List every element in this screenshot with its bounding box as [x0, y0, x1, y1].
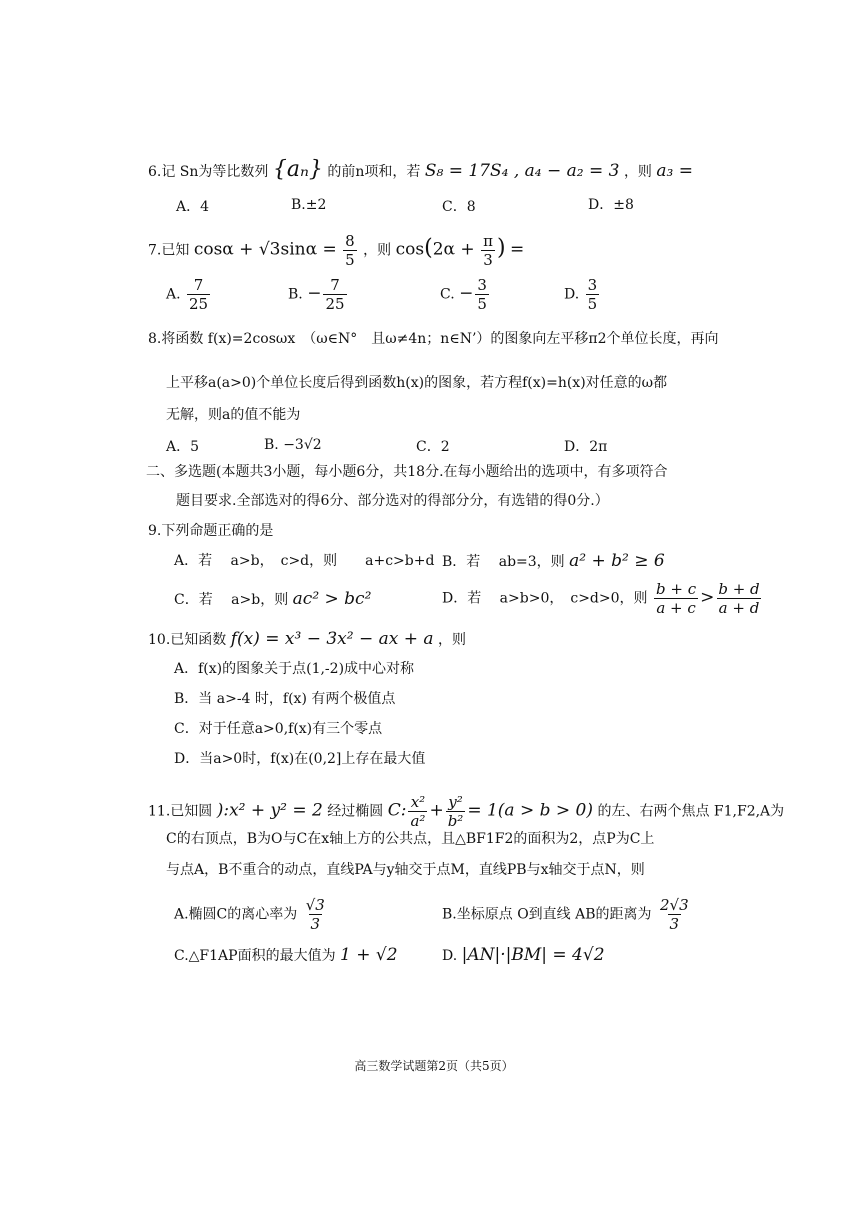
page-footer: 高三数学试题第2页（共5页） — [354, 1059, 514, 1073]
q6-ask: a₃ = — [656, 161, 693, 181]
q9-option-b: B．若 ab=3，则 a² + b² ≥ 6 — [442, 551, 665, 571]
question-11-stem: 11.已知圆 ):x² + y² = 2 经过椭圆 C: $\frac{\text{x²}}{\text{a²}}$ + $\frac{\text{y²}}{\text{b²}}$ = 1(a > b > 0) 的左、右两个焦点 F1,F2,A为 — [148, 793, 785, 830]
section-2-instructions: 题目要求.全部选对的得6分、部分选对的得部分分，有选错的得0分.） — [176, 493, 609, 509]
q10-option-a: A．f(x)的图象关于点(1,-2)成中心对称 — [174, 661, 415, 677]
question-7-stem: 7.已知 cosα + √3sinα = $\frac{8}{5}$ ，则 cos(2α + $\frac{\pi}{3}$ ) = — [148, 232, 525, 269]
section-2-heading: 二、多选题(本题共3小题，每小题6分，共18分.在每小题给出的选项中，有多项符合 — [146, 464, 668, 480]
question-8-line-3: 无解，则a的值不能为 — [166, 407, 301, 423]
q11-option-b: B.坐标原点 O到直线 AB的距离为 $\frac{2√3}{3}$ — [442, 896, 689, 933]
q11-circle-equation: ):x² + y² = 2 — [216, 800, 323, 821]
q7-option-a: A. $\frac{7}{25}$ — [166, 276, 209, 313]
q8-option-d: D．2π — [564, 439, 608, 455]
q10-option-c: C．对于任意a>0,f(x)有三个零点 — [174, 721, 383, 737]
q10-function: f(x) = x³ − 3x² − ax + a — [230, 629, 434, 649]
question-8-line-1: 8.将函数 f(x)=2cosωx （ω∈N° 且ω≠4n；n∈N’）的图象向左平移π2个单位长度，再向 — [148, 331, 719, 347]
q6-option-d: D．±8 — [588, 197, 634, 213]
q7-option-b: B. − $\frac{7}{25}$ — [288, 276, 345, 313]
q6-option-c: C．8 — [442, 199, 476, 215]
q6-option-a: A．4 — [176, 199, 210, 215]
q7-condition: cosα + √3sinα = — [193, 239, 337, 260]
q10-option-d: D．当a>0时，f(x)在(0,2]上存在最大值 — [174, 751, 426, 767]
question-8-line-2: 上平移a(a>0)个单位长度后得到函数h(x)的图象，若方程f(x)=h(x)对任意的ω都 — [166, 375, 668, 391]
q6-condition: S₈ = 17S₄ , a₄ − a₂ = 3 — [424, 161, 620, 181]
q7-option-c: C. − $\frac{3}{5}$ — [440, 276, 487, 313]
q8-option-a: A．5 — [166, 439, 200, 455]
q7-fraction-8-5: $\frac{8}{5}$ — [345, 232, 355, 269]
q8-option-c: C．2 — [416, 439, 450, 455]
question-6-stem: 6.记 Sn为等比数列 {aₙ} 的前n项和，若 S₈ = 17S₄ , a₄ − a₂ = 3 ，则 a₃ = — [148, 157, 693, 182]
q7-option-d: D. $\frac{3}{5}$ — [564, 276, 598, 313]
q9-option-d: D．若 a>b>0， c>d>0，则 $\frac{b + c}{a + c}$ > $\frac{b + d}{a + d}$ — [442, 580, 760, 617]
q9-option-a: A．若 a>b， c>d，则 a+c>b+d — [174, 553, 435, 569]
q11-option-c: C.△F1AP面积的最大值为 1 + √2 — [174, 945, 398, 965]
q11-option-d: D. |AN|·|BM| = 4√2 — [442, 945, 605, 965]
question-10-stem: 10.已知函数 f(x) = x³ − 3x² − ax + a ，则 — [148, 629, 467, 649]
q7-fraction-pi-3: $\frac{\pi}{3}$ — [483, 232, 493, 269]
q10-option-b: B．当 a>-4 时，f(x) 有两个极值点 — [174, 691, 396, 707]
q8-option-b: B. −3√2 — [264, 437, 322, 453]
sequence-symbol: {aₙ} — [272, 157, 323, 182]
q6-option-b: B.±2 — [291, 197, 327, 213]
q9-option-c: C．若 a>b，则 ac² > bc² — [174, 589, 372, 609]
question-11-line-2: C的右顶点，B为O与C在x轴上方的公共点，且△BF1F2的面积为2，点P为C上 — [166, 831, 655, 847]
q11-option-a: A.椭圆C的离心率为 $\frac{√3}{3}$ — [174, 896, 325, 933]
question-11-line-3: 与点A，B不重合的动点，直线PA与y轴交于点M，直线PB与x轴交于点N，则 — [166, 862, 645, 878]
question-9-stem: 9.下列命题正确的是 — [148, 523, 274, 539]
